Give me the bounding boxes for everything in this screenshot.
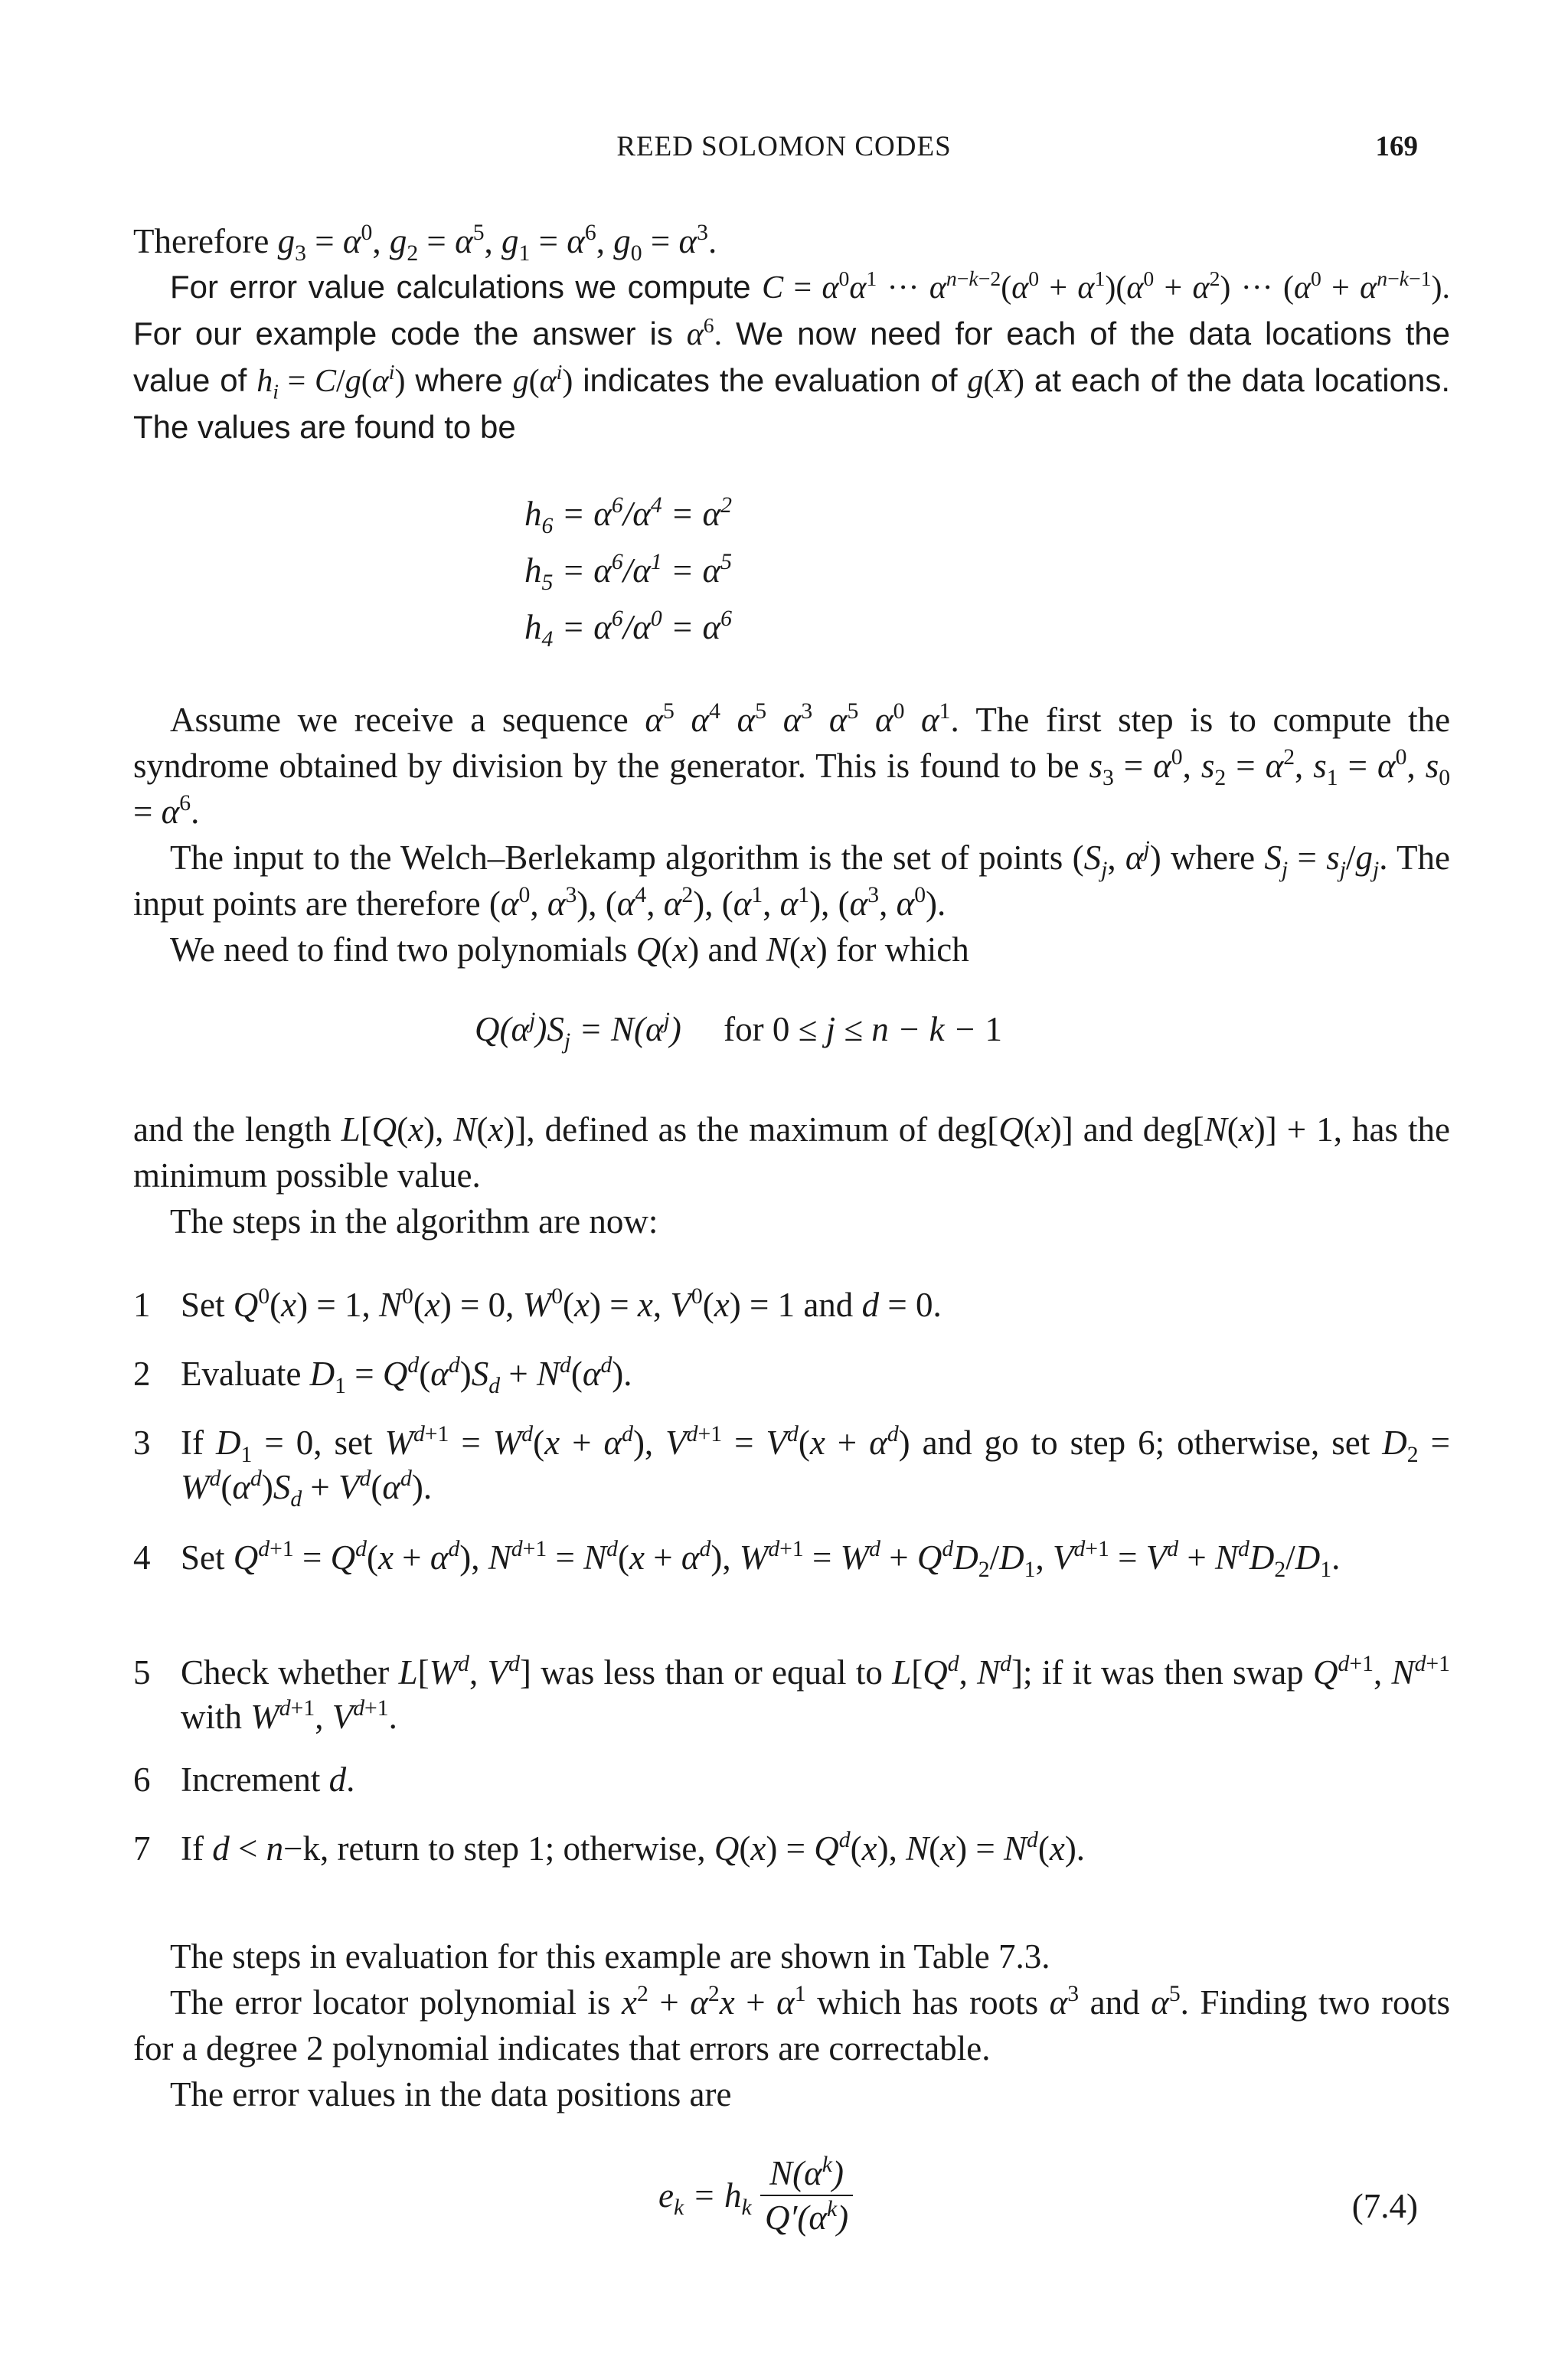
page-header xyxy=(0,130,1568,176)
book-page: REED SOLOMON CODES 169 Therefore $g_3 = \alpha^0$, $g_2 = \alpha^5$, $g_1 = \alpha^6$, $g_0 = \alpha^3$. For error value calculations we compute $C = \alpha^0\alpha^1$ ··· $\alpha^{n-k-2}(\alpha^0 + \alpha^1)(\alpha^0 + \alpha^2)$ ··· $(\alpha^0 + \alpha^{n-k-1})$. For our example code the answer is $\alpha^6$. We now need for each of the data locations the value of $h_i = C/g(\alpha^i)$ where $g(\alpha^i)$ indicates the evaluation of g(X) at each of the data locations. The values are found to be $h_6 = \alpha^6/\alpha^4 = \alpha^2$ $h_5 = \alpha^6/\alpha^1 = \alpha^5$ $h_4 = \alpha^6/\alpha^0 = \alpha^6$ Assume we receive a sequence $\alpha^5$ $\alpha^4$ $\alpha^5$ $\alpha^3$ $\alpha^5$ $\alpha^0$ $\alpha^1$. The first step is to compute the syndrome obtained by division by the generator. This is found to be $s_3 = \alpha^0$, $s_2 = \alpha^2$, $s_1 = \alpha^0$, $s_0 = \alpha^6$. The input to the Welch–Berlekamp algorithm is the set of points ($S_j$, $\alpha^j$) where $S_j = s_j/g_j$. The input points are therefore ($\alpha^0$, $\alpha^3$), ($\alpha^4$, $\alpha^2$), ($\alpha^1$, $\alpha^1$), ($\alpha^3$, $\alpha^0$). We need to find two polynomials Q(x) and N(x) for which $Q(\alpha^j)S_j = N(\alpha^j)$ for 0 ≤ j ≤ n − k − 1 and the length L[Q(x), N(x)], defined as the maximum of deg[Q(x)] and deg[N(x)] + 1, has the minimum possible value. The steps in the algorithm are now: 1 Set $Q^0(x) = 1$, $N^0(x) = 0$, $W^0(x) = x$, $V^0(x) = 1$ and d = 0. 2 Evaluate $D_1 = Q^d(\alpha^d)S_d + N^d(\alpha^d)$. 3 If $D_1 = 0$, set $W^{d+1} = W^d(x + \alpha^d)$, $V^{d+1} = V^d(x + \alpha^d)$ and go to step 6; otherwise, set $D_2 = W^d(\alpha^d)S_d + V^d(\alpha^d)$. 4 Set $Q^{d+1} = Q^d(x + \alpha^d)$, $N^{d+1} = N^d(x + \alpha^d)$, $W^{d+1} = W^d + Q^dD_2/D_1$, $V^{d+1} = V^d + N^dD_2/D_1$. 5 Check whether $L[W^d$, $V^d$] was less than or equal to $L[Q^d$, $N^d$]; if it was then swap $Q^{d+1}$, $N^{d+1}$ with $W^{d+1}$, $V^{d+1}$. 6 Increment d. 7 If d < n−k, return to step 1; otherwise, $Q(x) = Q^d(x)$, $N(x) = N^d(x)$. The steps in evaluation for this example are shown in Table 7.3. The error locator polynomial is $x^2 + \alpha^2x + \alpha^1$ which has roots $\alpha^3$ and $\alpha^5$. Finding two roots for a degree 2 polynomial indicates that errors are correctable. The error values in the data positions are $e_k = h_k$ $\frac{N(\alpha^k)}{Q'(\alpha^k)}$ (7.4) xyxy=(0,0,1568,2370)
equation-h5: $h_5 = \alpha^6/\alpha^1 = \alpha^5$ xyxy=(524,549,733,595)
equation-number: (7.4) xyxy=(1351,2187,1418,2225)
paragraph-input-points: The input to the Welch–Berlekamp algorithm is the set of points ($S_j$, $\alpha^j$) where $S_j = s_j/g_j$. The input points are therefore ($\alpha^0$, $\alpha^3$), ($\alpha^4$, $\alpha^2$), ($\alpha^1$, $\alpha^1$), ($\alpha^3$, $\alpha^0$). xyxy=(133,836,1450,923)
paragraph-steps-intro: The steps in the algorithm are now: xyxy=(170,1202,658,1241)
paragraph-error-values: The error values in the data positions are xyxy=(170,2075,732,2113)
paragraph-table-reference: The steps in evaluation for this example are shown in Table 7.3. xyxy=(170,1937,1050,1976)
page-number: 169 xyxy=(1375,131,1418,162)
paragraph-find-polynomials: We need to find two polynomials Q(x) and N(x) for which xyxy=(170,930,969,969)
paragraph-length-definition: and the length L[Q(x), N(x)], defined as the maximum of deg[Q(x)] and deg[N(x)] + 1, has the minimum possible value. xyxy=(133,1110,1450,1195)
paragraph-received-sequence: Assume we receive a sequence $\alpha^5$ $\alpha^4$ $\alpha^5$ $\alpha^3$ $\alpha^5$ $\alpha^0$ $\alpha^1$. The first step is to compute the syndrome obtained by division by the generator. This is found to be $s_3 = \alpha^0$, $s_2 = \alpha^2$, $s_1 = \alpha^0$, $s_0 = \alpha^6$. xyxy=(133,698,1451,831)
paragraph-error-locator: The error locator polynomial is $x^2 + \alpha^2x + \alpha^1$ which has roots $\alpha^3$ and $\alpha^5$. Finding two roots for a degree 2 polynomial indicates that errors are correctable. xyxy=(133,1981,1451,2068)
paragraph-generator-coefficients: Therefore $g_3 = \alpha^0$, $g_2 = \alpha^5$, $g_1 = \alpha^6$, $g_0 = \alpha^3$. xyxy=(133,220,717,266)
running-title: REED SOLOMON CODES xyxy=(616,131,952,162)
equation-h6: $h_6 = \alpha^6/\alpha^4 = \alpha^2$ xyxy=(524,492,733,538)
equation-h4: $h_4 = \alpha^6/\alpha^0 = \alpha^6$ xyxy=(524,606,733,652)
paragraph-error-value: For error value calculations we compute $C = \alpha^0\alpha^1$ ··· $\alpha^{n-k-2}(\alpha^0 + \alpha^1)(\alpha^0 + \alpha^2)$ ··· $(\alpha^0 + \alpha^{n-k-1})$. For our example code the answer is $\alpha^6$. We now need for each of the data locations the value of $h_i = C/g(\alpha^i)$ where $g(\alpha^i)$ indicates the evaluation of g(X) at each of the data locations. The values are found to be xyxy=(133,266,1451,445)
